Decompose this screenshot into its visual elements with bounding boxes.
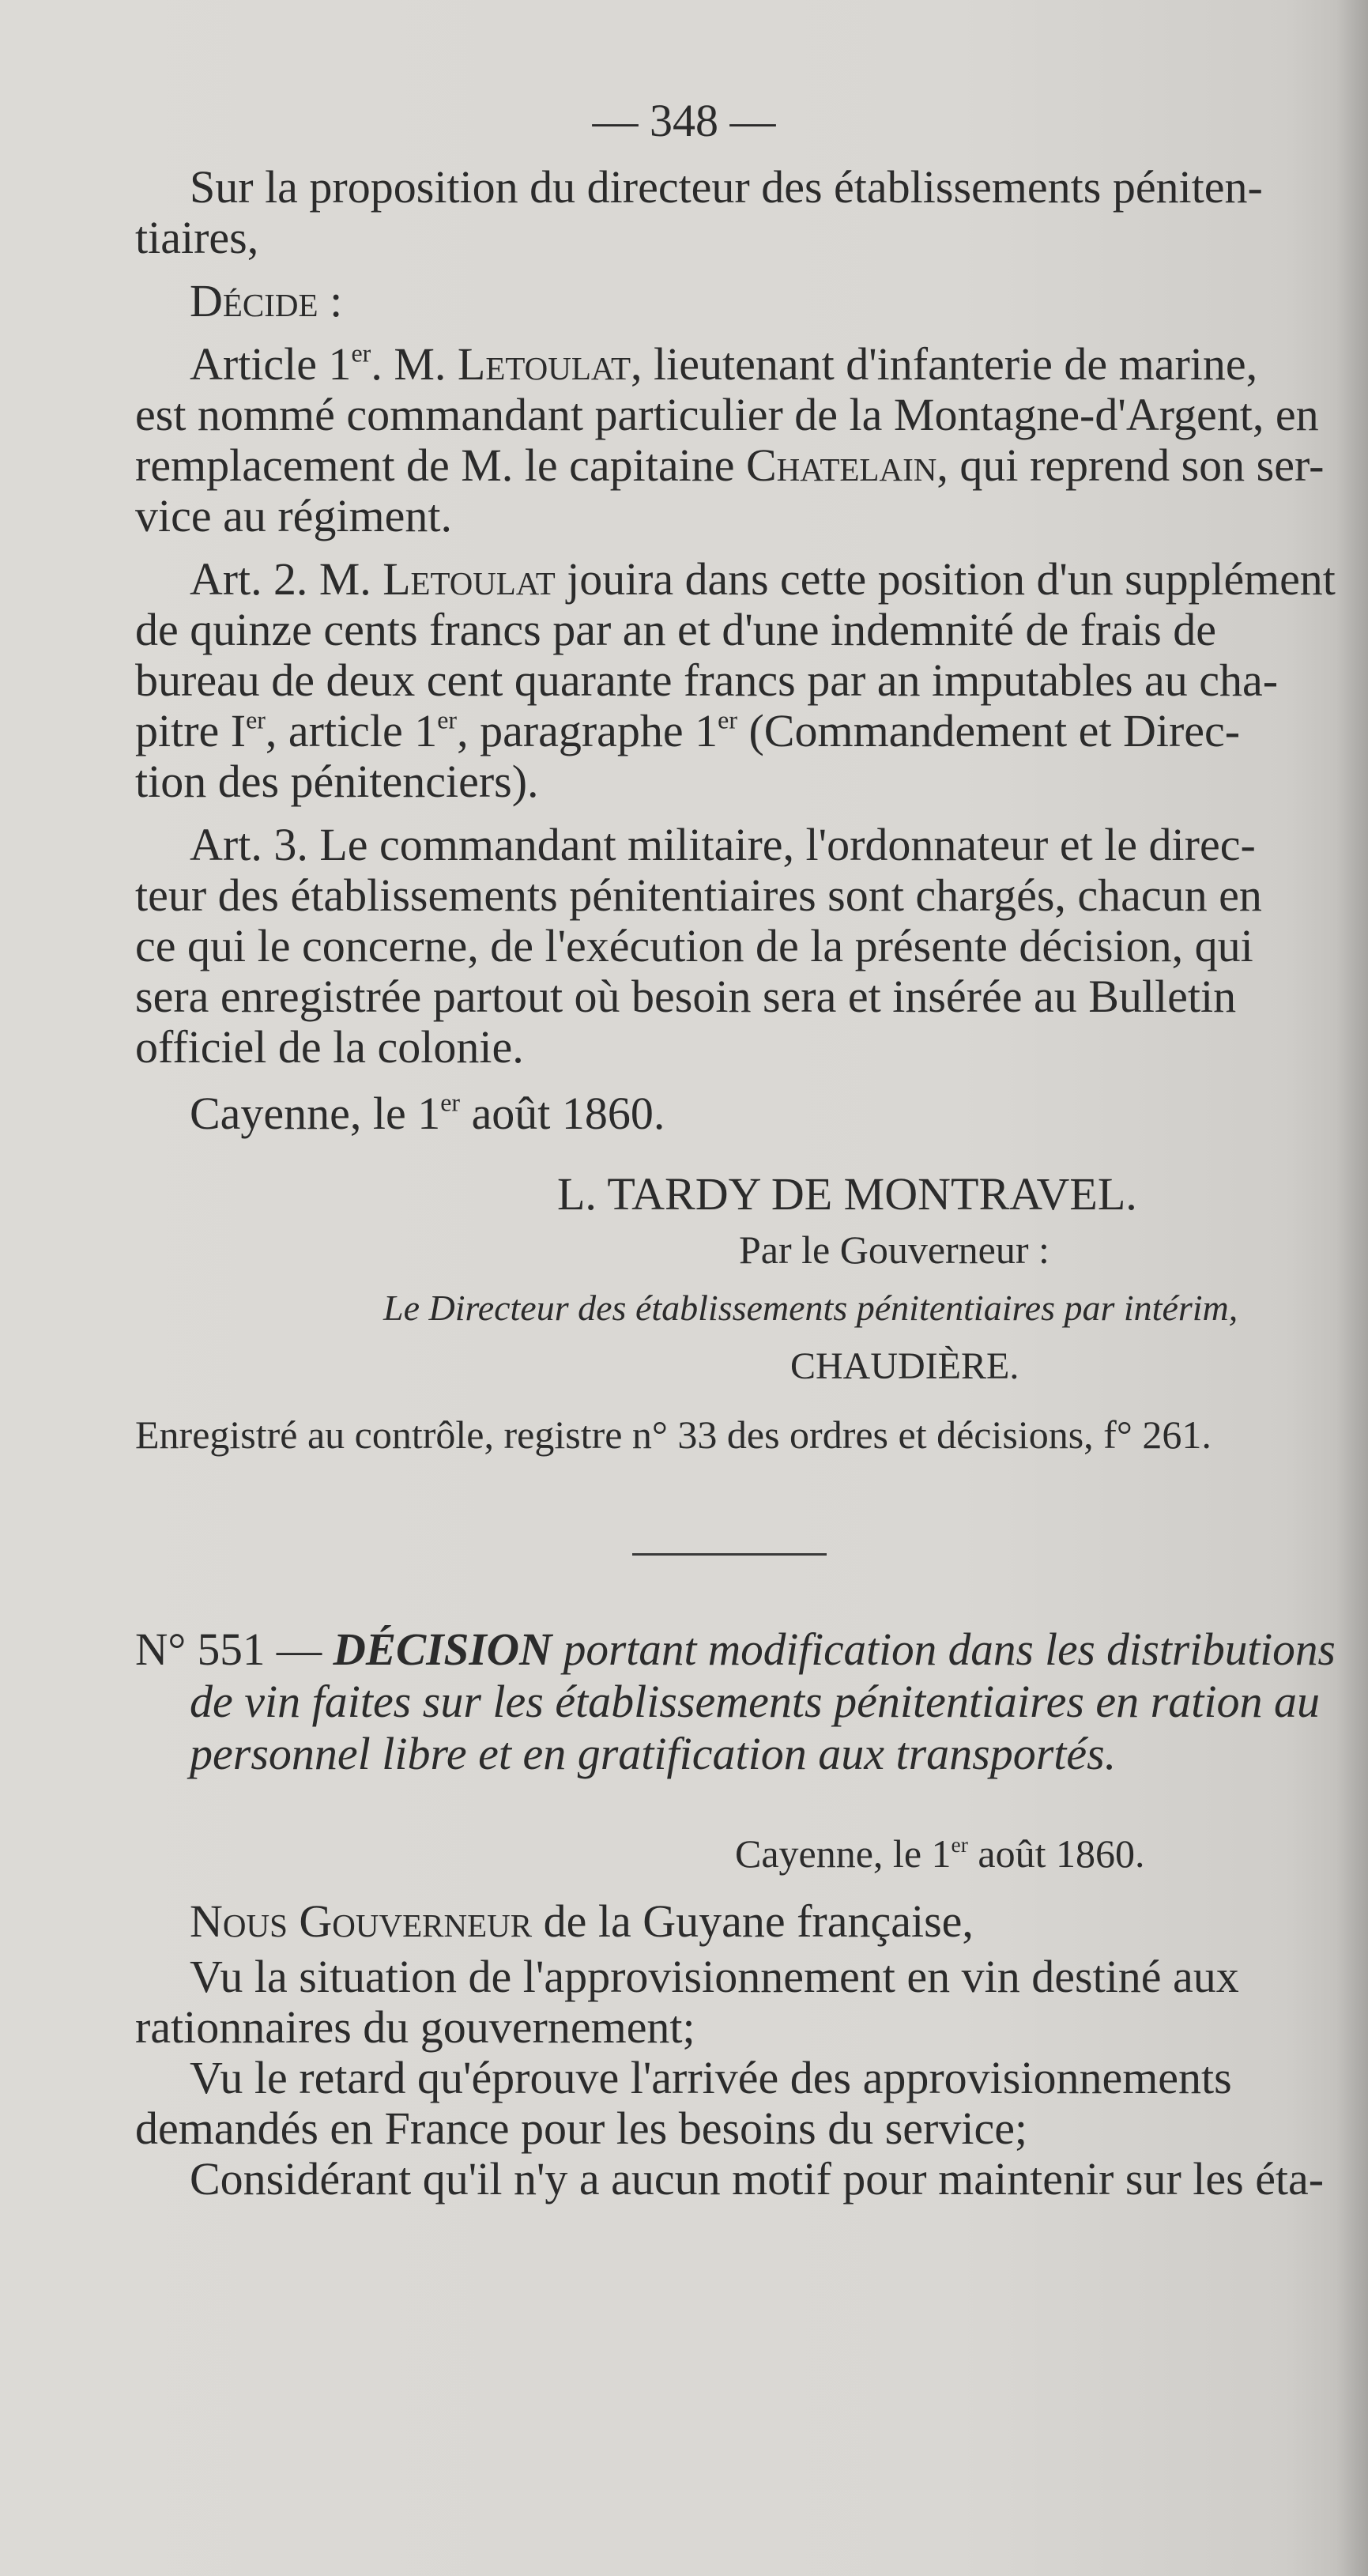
text-line: sera enregistrée partout où besoin sera et insérée au Bulletin xyxy=(135,971,1237,1022)
section-divider xyxy=(632,1553,827,1556)
director-title: Le Directeur des établissements pénitentiaires par intérim, xyxy=(383,1288,1238,1328)
article-2: Art. 2. M. Letoulat jouira dans cette position d'un supplément xyxy=(190,553,1336,605)
article-1: Article 1er. M. Letoulat, lieutenant d'infanterie de marine, xyxy=(190,338,1258,390)
text-line: vice au régiment. xyxy=(135,490,452,541)
text-line: demandés en France pour les besoins du service; xyxy=(135,2103,1028,2154)
decision-title-line: de vin faites sur les établissements pénitentiaires en ration au xyxy=(190,1676,1320,1727)
page-fold-shadow xyxy=(1336,0,1368,2576)
text-line: de quinze cents francs par an et d'une indemnité de frais de xyxy=(135,604,1217,655)
governor-preamble: Nous Gouverneur de la Guyane française, xyxy=(190,1895,974,1947)
par-le-gouverneur: Par le Gouverneur : xyxy=(739,1228,1050,1272)
text-line: bureau de deux cent quarante francs par an imputables au cha- xyxy=(135,654,1279,706)
decision-title: N° 551 — DÉCISION portant modification dans les distributions xyxy=(135,1624,1336,1675)
signatory: L. TARDY DE MONTRAVEL. xyxy=(557,1168,1137,1220)
decision-date-2: Cayenne, le 1er août 1860. xyxy=(735,1831,1145,1876)
vu-clause: Vu le retard qu'éprouve l'arrivée des approvisionnements xyxy=(190,2052,1232,2103)
page-number: — 348 — xyxy=(592,95,776,146)
text-line: tiaires, xyxy=(135,212,259,263)
text-line: est nommé commandant particulier de la Montagne-d'Argent, en xyxy=(135,389,1319,440)
text-line: rationnaires du gouvernement; xyxy=(135,2001,695,2053)
registration-note: Enregistré au contrôle, registre n° 33 des ordres et décisions, f° 261. xyxy=(135,1412,1212,1457)
text-line: pitre Ier, article 1er, paragraphe 1er (Commandement et Direc- xyxy=(135,705,1241,756)
text-line: Sur la proposition du directeur des établissements péniten- xyxy=(190,161,1263,213)
text-line: officiel de la colonie. xyxy=(135,1021,524,1073)
decision-title-line: personnel libre et en gratification aux transportés. xyxy=(190,1728,1117,1779)
text-line: ce qui le concerne, de l'exécution de la présente décision, qui xyxy=(135,920,1253,971)
text-line: remplacement de M. le capitaine Chatelain, qui reprend son ser- xyxy=(135,439,1325,491)
decision-date: Cayenne, le 1er août 1860. xyxy=(190,1088,665,1139)
vu-clause: Vu la situation de l'approvisionnement en vin destiné aux xyxy=(190,1951,1239,2002)
director-name: CHAUDIÈRE. xyxy=(790,1345,1019,1387)
decide-heading: Décide : xyxy=(190,275,343,326)
considerant-clause: Considérant qu'il n'y a aucun motif pour maintenir sur les éta- xyxy=(190,2153,1325,2204)
article-3: Art. 3. Le commandant militaire, l'ordonnateur et le direc- xyxy=(190,819,1256,870)
text-line: tion des pénitenciers). xyxy=(135,756,539,807)
text-line: teur des établissements pénitentiaires sont chargés, chacun en xyxy=(135,869,1262,921)
